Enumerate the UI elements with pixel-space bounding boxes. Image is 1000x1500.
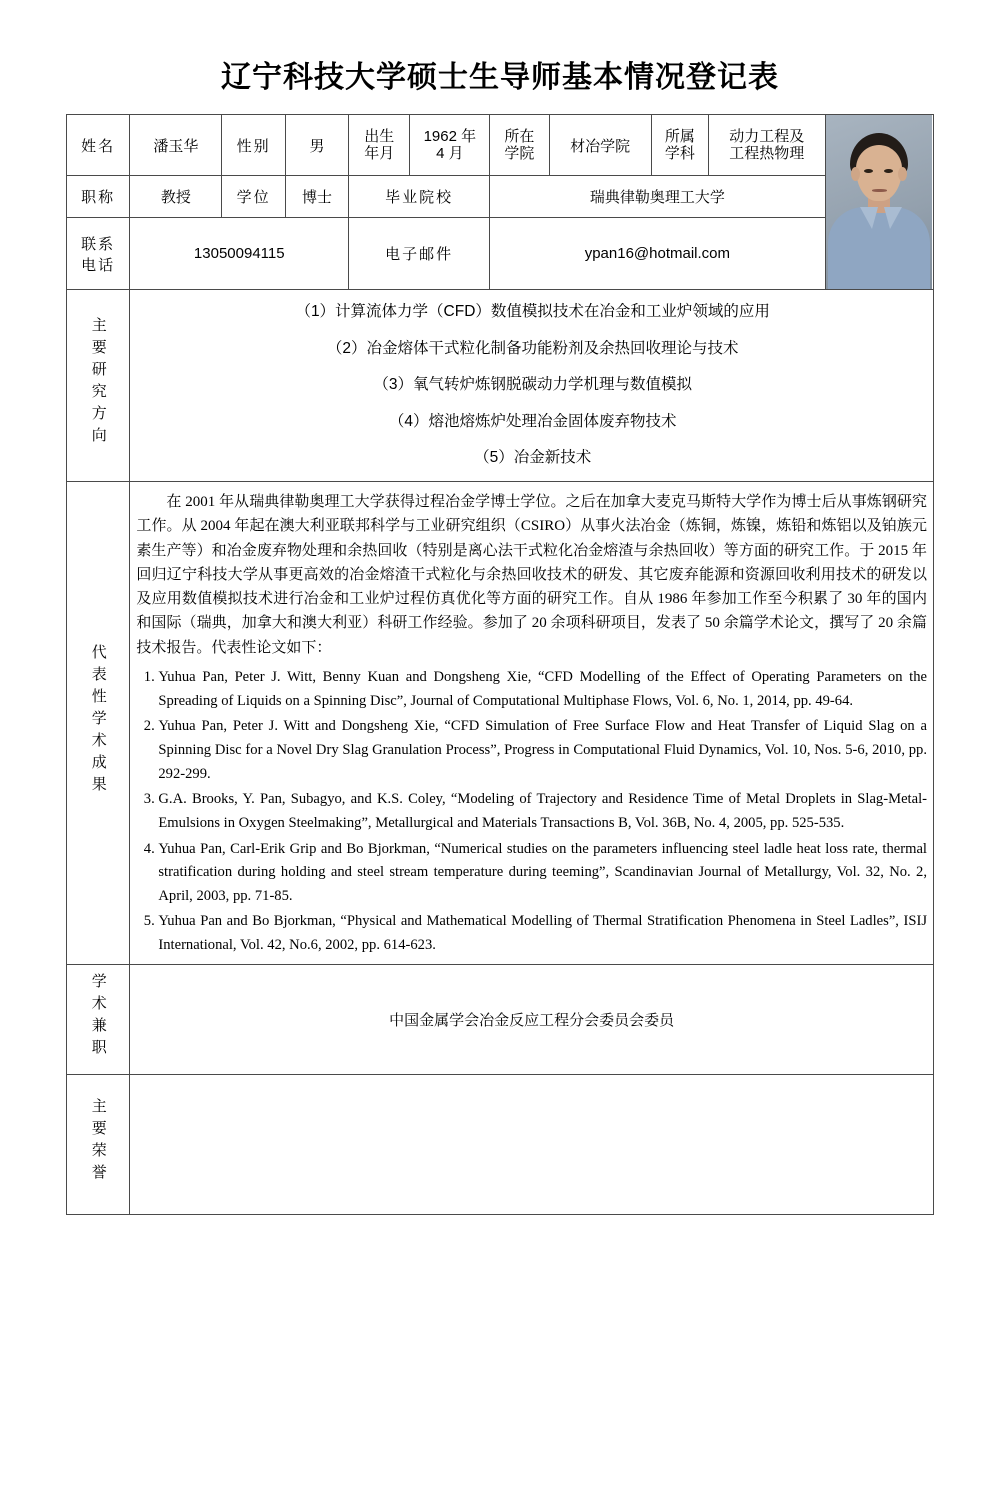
birth-value-line1: 1962 年 <box>423 127 477 145</box>
college-value: 材冶学院 <box>549 115 651 176</box>
birth-label-line2: 年月 <box>364 145 395 163</box>
graduate-school-value: 瑞典律勒奥理工大学 <box>490 176 825 218</box>
table-row-achievements <box>67 481 934 964</box>
research-item-1: （1）计算流体力学（CFD）数值模拟技术在冶金和工业炉领域的应用 <box>295 303 770 320</box>
phone-label: 联系电话 <box>67 218 130 290</box>
photo-ear-left <box>851 167 860 181</box>
birth-value-line2: 4 月 <box>436 145 464 163</box>
photo-ear-right <box>898 167 907 181</box>
graduate-school-label: 毕业院校 <box>349 176 490 218</box>
achievements-label-text: 代表性学术成果 <box>89 643 107 798</box>
discipline-label-line2: 学科 <box>664 145 695 163</box>
publication-item: 1. Yuhua Pan, Peter J. Witt, Benny Kuan and Dongsheng Xie, “CFD Modelling of the Effect of Operating Parameters on the Spreading of Liquids on a Spinning Disc”, Journal of Computational Multiphase Flows, Vol. 6, No. 1, 2014, pp. 49-64. <box>158 666 927 713</box>
publication-item: 4. Yuhua Pan, Carl-Erik Grip and Bo Bjorkman, “Numerical studies on the parameters influencing steel ladle heat loss rate, thermal stratification during holding and steel stream temperature during teeming”, Scandinavian Journal of Metallurgy, Vol. 32, No. 2, April, 2003, pp. 71-85. <box>158 838 927 909</box>
research-item-5: （5）冶金新技术 <box>474 449 592 467</box>
name-label: 姓名 <box>67 115 130 176</box>
publication-list <box>136 666 927 958</box>
page-title: 辽宁科技大学硕士生导师基本情况登记表 <box>221 61 779 94</box>
photo-collar-right <box>884 207 902 229</box>
photo-eye-right <box>884 169 893 173</box>
photo-collar-left <box>860 207 878 229</box>
research-item-2: （2）冶金熔体干式粒化制备功能粉剂及余热回收理论与技术 <box>326 339 739 357</box>
research-label <box>67 290 130 482</box>
table-row-basic-2 <box>67 176 934 218</box>
research-item-3: （3）氧气转炉炼钢脱碳动力学机理与数值模拟 <box>373 376 692 394</box>
affiliations-value: 中国金属学会冶金反应工程分会委员会委员 <box>130 964 934 1074</box>
college-label-line2: 学院 <box>504 145 535 163</box>
birth-label <box>349 115 410 176</box>
honors-label <box>67 1074 130 1214</box>
discipline-label-line1: 所属 <box>664 127 695 145</box>
table-row-honors <box>67 1074 934 1214</box>
achievements-label <box>67 481 130 964</box>
birth-label-line1: 出生 <box>364 127 395 145</box>
photo-shirt <box>828 207 930 289</box>
research-label-text: 主要研究方向 <box>89 317 107 450</box>
photo-mouth <box>872 189 887 192</box>
discipline-value-line2: 工程热物理 <box>729 145 805 163</box>
title-value: 教授 <box>130 176 222 218</box>
table-row-research <box>67 290 934 482</box>
research-list <box>136 294 927 477</box>
birth-value <box>410 115 490 176</box>
research-content <box>130 290 934 482</box>
photo-cell <box>825 115 933 290</box>
portrait-photo <box>826 115 932 289</box>
college-label-line1: 所在 <box>504 127 535 145</box>
name-value: 潘玉华 <box>130 115 222 176</box>
gender-label: 性别 <box>222 115 285 176</box>
table-row-basic-1 <box>67 115 934 176</box>
research-item-4: （4）熔池熔炼炉处理冶金固体废弃物技术 <box>388 412 677 430</box>
honors-value <box>130 1074 934 1214</box>
publication-item: 2. Yuhua Pan, Peter J. Witt and Dongsheng Xie, “CFD Simulation of Free Surface Flow and Heat Transfer of Liquid Slag on a Spinning Disc for a Novel Dry Slag Granulation Process”, Progress in Computational Fluid Dynamics, Vol. 10, Nos. 5-6, 2010, pp. 292-299. <box>158 715 927 786</box>
phone-value: 13050094115 <box>130 218 349 290</box>
achievements-content <box>130 481 934 964</box>
affiliations-label <box>67 964 130 1074</box>
achievements-paragraph: 在 2001 年从瑞典律勒奥理工大学获得过程冶金学博士学位。之后在加拿大麦克马斯特大学作为博士后从事炼钢研究工作。从 2004 年起在澳大利亚联邦科学与工业研究组织（CSIRO）从事火法冶金（炼铜，炼镍，炼铅和炼铝以及铂族元素生产等）和冶金废弃物处理和余热回收（特别是离心法干式粒化冶金熔渣与余热回收）等方面的研究工作。于 2015 年回归辽宁科技大学从事更高效的冶金熔渣干式粒化与余热回收技术的研发、其它废弃能源和资源回收利用技术的研发以及应用数值模拟技术进行冶金和工业炉过程仿真优化等方面的研究工作。自从 1986 年参加工作至今积累了 30 年的国内和国际（瑞典，加拿大和澳大利亚）科研工作经验。参加了 20 余项科研项目，发表了 50 余篇学术论文，撰写了 20 余篇技术报告。代表性论文如下： <box>136 493 927 656</box>
table-row-affiliations <box>67 964 934 1074</box>
honors-label-text: 主要荣誉 <box>89 1098 107 1187</box>
photo-eye-left <box>864 169 873 173</box>
photo-face <box>856 145 902 201</box>
supervisor-registration-table <box>66 114 934 1215</box>
college-label <box>490 115 549 176</box>
table-row-basic-3 <box>67 218 934 290</box>
email-label: 电子邮件 <box>349 218 490 290</box>
degree-label: 学位 <box>222 176 285 218</box>
discipline-value <box>709 115 826 176</box>
gender-value: 男 <box>285 115 348 176</box>
publication-item: 3. G.A. Brooks, Y. Pan, Subagyo, and K.S. Coley, “Modeling of Trajectory and Residence Time of Metal Droplets in Slag-Metal-Emulsions in Oxygen Steelmaking”, Metallurgical and Materials Transactions B, Vol. 36B, No. 4, 2005, pp. 525-535. <box>158 788 927 835</box>
publication-item: 5. Yuhua Pan and Bo Bjorkman, “Physical and Mathematical Modelling of Thermal Stratification Phenomena in Steel Ladles”, ISIJ International, Vol. 42, No.6, 2002, pp. 614-623. <box>158 910 927 957</box>
email-value: ypan16@hotmail.com <box>490 218 825 290</box>
title-label: 职称 <box>67 176 130 218</box>
degree-value: 博士 <box>285 176 348 218</box>
discipline-value-line1: 动力工程及 <box>729 127 805 145</box>
affiliations-label-text: 学术兼职 <box>89 973 107 1062</box>
discipline-label <box>651 115 708 176</box>
